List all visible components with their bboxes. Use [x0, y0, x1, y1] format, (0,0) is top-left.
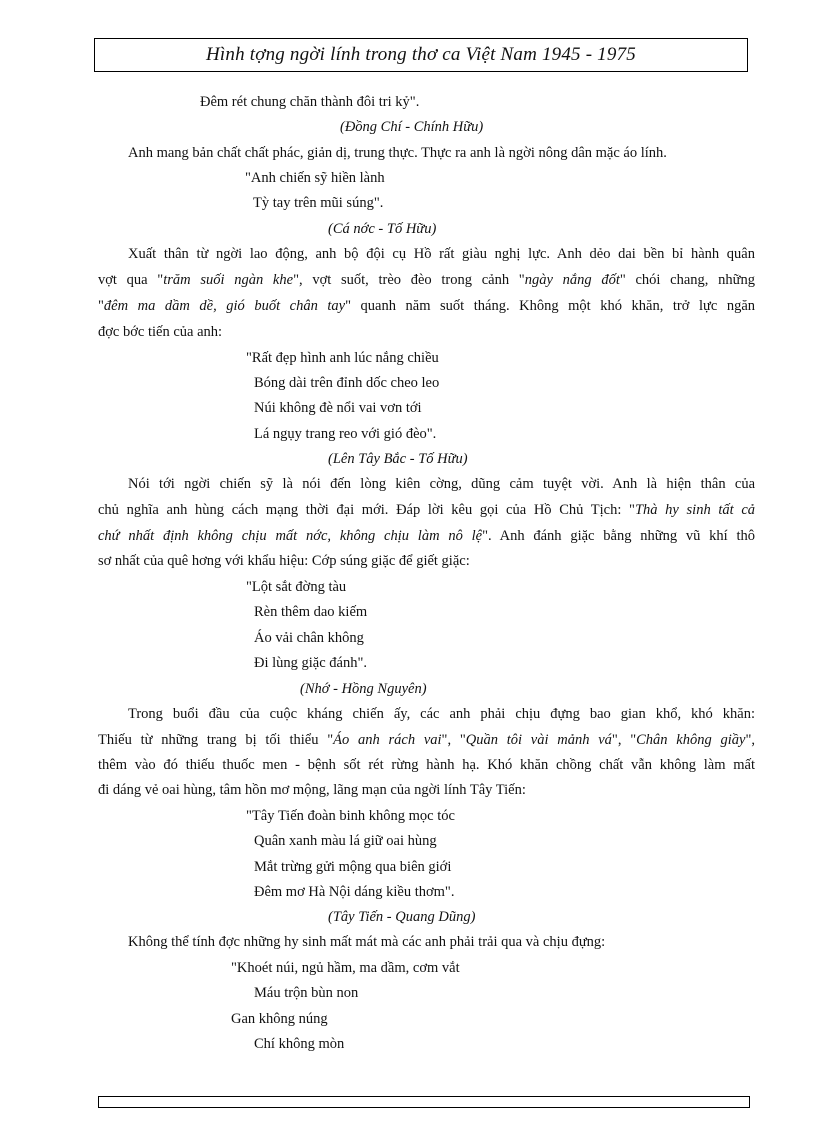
paragraph-line: Xuất thân từ ngời lao động, anh bộ đội cụ Hồ rất giàu nghị lực. Anh dẻo dai bền bỉ hành quân	[128, 246, 755, 262]
text-run: ", "	[441, 732, 466, 748]
paragraph-line: đợc bớc tiến của anh:	[98, 324, 223, 340]
paragraph-line: thêm vào đó thiếu thuốc men - bệnh sốt rét rừng hành hạ. Khó khăn chồng chất vẫn không làm mất	[98, 757, 755, 773]
poem-line: Quân xanh màu lá giữ oai hùng	[254, 833, 437, 849]
paragraph-line: sơ nhất của quê hơng với khẩu hiệu: Cớp súng giặc để giết giặc:	[98, 553, 470, 569]
paragraph-line	[98, 732, 755, 749]
poem-line: Chí không mòn	[254, 1036, 345, 1052]
citation: (Lên Tây Bắc - Tố Hữu)	[328, 451, 468, 467]
poem-line: Đêm rét chung chăn thành đôi tri kỷ".	[200, 94, 420, 110]
paragraph-line: Nói tới ngời chiến sỹ là nói đến lòng kiên cờng, dũng cảm tuyệt vời. Anh là hiện thân của	[128, 476, 755, 492]
poem-line: Mắt trừng gửi mộng qua biên giới	[254, 859, 452, 875]
quote-run: Thà hy sinh tất cả	[634, 502, 755, 518]
poem-line: "Tây Tiến đoàn binh không mọc tóc	[246, 808, 455, 824]
quote-run: Áo anh rách vai	[333, 732, 442, 748]
poem-line: Gan không núng	[231, 1011, 328, 1027]
text-run: chủ nghĩa anh hùng cách mạng thời đại mới. Đáp lời kêu gọi của Hồ Chủ Tịch: "	[98, 502, 635, 518]
page-footer	[98, 1096, 750, 1108]
quote-run: chứ nhất định không chịu mất nớc, không chịu làm nô lệ	[98, 528, 483, 544]
paragraph-line	[98, 502, 755, 519]
text-run: ", "	[611, 732, 637, 748]
quote-run: trăm suối ngàn khe	[163, 272, 294, 288]
poem-line: Áo vải chân không	[254, 630, 364, 646]
poem-line: Máu trộn bùn non	[254, 985, 359, 1001]
text-run: "	[98, 298, 104, 314]
poem-line: "Anh chiến sỹ hiền lành	[245, 170, 385, 186]
poem-line: "Khoét núi, ngủ hầm, ma dầm, cơm vắt	[231, 960, 460, 976]
quote-run: Chân không giầy	[636, 732, 746, 748]
poem-line: Tỳ tay trên mũi súng".	[253, 195, 384, 211]
header-title: Hình tợng ngời lính trong thơ ca Việt Nam 1945 - 1975	[206, 44, 636, 65]
poem-line: Lá ngụy trang reo với gió đèo".	[254, 426, 437, 442]
poem-line: "Rất đẹp hình anh lúc nắng chiều	[246, 350, 439, 366]
poem-line: Bóng dài trên đỉnh dốc cheo leo	[254, 375, 440, 391]
quote-run: Quần tôi vài mảnh vá	[465, 732, 612, 748]
text-run: " chói chang, những	[619, 272, 755, 288]
quote-run: đêm ma dầm dề, gió buốt chân tay	[103, 298, 346, 314]
text-run: " quanh năm suốt tháng. Không một khó khăn, trở lực ngăn	[345, 298, 756, 314]
paragraph-line: đi dáng vẻ oai hùng, tâm hồn mơ mộng, lãng mạn của ngời lính Tây Tiến:	[98, 782, 526, 798]
text-run: vợt qua "	[98, 272, 164, 288]
paragraph-line: Không thể tính đợc những hy sinh mất mát mà các anh phải trải qua và chịu đựng:	[128, 934, 606, 950]
quote-run: ngày nắng đốt	[524, 272, 620, 288]
paragraph-line	[98, 272, 755, 289]
citation: (Tây Tiến - Quang Dũng)	[328, 909, 476, 925]
citation: (Đồng Chí - Chính Hữu)	[340, 119, 484, 135]
citation: (Nhớ - Hồng Nguyên)	[300, 681, 427, 697]
page-header	[94, 38, 748, 72]
paragraph-line: Anh mang bản chất chất phác, giản dị, trung thực. Thực ra anh là ngời nông dân mặc áo lính.	[128, 145, 667, 161]
text-run: ". Anh đánh giặc bằng những vũ khí thô	[482, 528, 755, 544]
paragraph-line	[98, 298, 755, 315]
poem-line: Đi lùng giặc đánh".	[254, 655, 368, 671]
poem-line: Đêm mơ Hà Nội dáng kiều thơm".	[254, 884, 455, 900]
citation: (Cá nớc - Tố Hữu)	[328, 221, 437, 237]
text-run: ",	[745, 732, 755, 748]
text-run: Thiếu từ những trang bị tối thiểu "	[98, 732, 334, 748]
poem-line: Rèn thêm dao kiếm	[254, 604, 368, 620]
paragraph-line	[98, 528, 755, 545]
text-run: ", vợt suốt, trèo đèo trong cảnh "	[293, 272, 525, 288]
poem-line: "Lột sắt đờng tàu	[246, 579, 347, 595]
paragraph-line: Trong buổi đầu của cuộc kháng chiến ấy, các anh phải chịu đựng bao gian khổ, khó khăn:	[128, 706, 755, 722]
poem-line: Núi không đè nổi vai vơn tới	[254, 400, 422, 416]
